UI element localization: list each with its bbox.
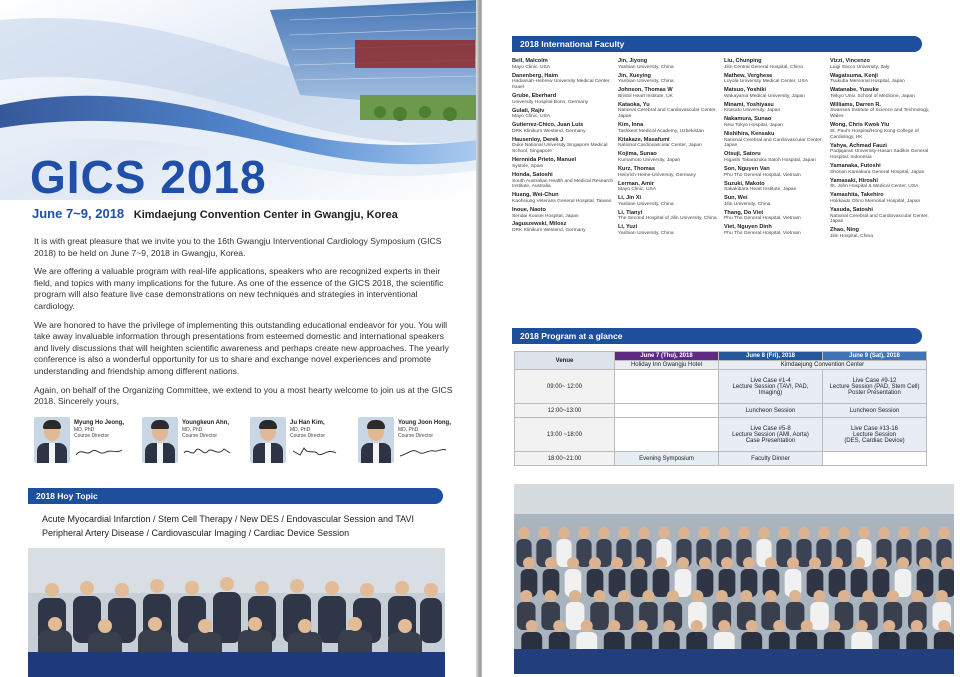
director-signature <box>74 445 124 459</box>
program-row <box>515 370 927 404</box>
faculty-entry <box>830 207 934 225</box>
faculty-name: Kim, Inna <box>618 122 644 129</box>
faculty-name: Watanabe, Yusuke <box>830 87 879 94</box>
faculty-column <box>724 58 828 239</box>
group-photo <box>514 484 954 674</box>
faculty-name: Matsuo, Yoshiki <box>724 87 767 94</box>
faculty-name: Suzuki, Makoto <box>724 180 765 187</box>
faculty-affiliation: Duke National University Singapore Medical School, Singapore <box>512 143 608 155</box>
faculty-entry <box>830 58 934 71</box>
day-header: June 7 (Thu), 2018 <box>615 352 719 361</box>
faculty-entry <box>830 73 934 86</box>
faculty-entry <box>830 87 934 100</box>
faculty-name: Yahya, Achmad Fauzi <box>830 142 887 149</box>
faculty-entry <box>724 116 828 129</box>
faculty-name: Wagatsuma, Kenji <box>830 72 878 79</box>
faculty-name: Son, Nguyen Van <box>724 165 770 172</box>
faculty-entry <box>618 58 722 71</box>
faculty-name: Bell, Malcolm <box>512 58 548 64</box>
faculty-entry <box>618 181 722 194</box>
welcome-paragraph: It is with great pleasure that we invite you to the 16th Gwangju Interventional Cardiology Symposium (GICS 2018) to be held on June 7~9, 2018 in Gwangju, Korea. <box>34 236 442 258</box>
faculty-affiliation: Swansea Institute of Science and Technology, Wales <box>830 108 930 120</box>
faculty-affiliation: Padjajaran University-Hasan Sadikin General Hospital, Indonesia <box>830 149 929 161</box>
faculty-entry <box>724 210 828 223</box>
faculty-affiliation: Teikyo Univ. School of Medicine, Japan <box>830 93 915 99</box>
event-logo: GICS 2018 <box>30 151 267 203</box>
course-director <box>250 417 350 467</box>
event-date-venue <box>32 206 398 221</box>
faculty-affiliation: Yanbian University, China <box>618 201 674 207</box>
faculty-affiliation: Sakakibara Heart Institute, Japan <box>724 187 797 193</box>
faculty-entry <box>512 73 616 91</box>
faculty-name: Liu, Chunping <box>724 58 762 64</box>
session-cell: Live Case #9-12 Lecture Session (PAD, Stem Cell) Poster Presentation <box>823 370 927 404</box>
faculty-affiliation: DRK Klinikum Westend, Germany <box>512 128 586 134</box>
faculty-entry <box>830 102 934 120</box>
faculty-entry <box>618 102 722 120</box>
faculty-affiliation: National Cerebral and Cardiovascular Center, Japan <box>618 108 717 120</box>
faculty-name: Yamanaka, Futoshi <box>830 163 881 170</box>
hero-artwork <box>0 0 478 150</box>
session-cell: Evening Symposium <box>615 452 719 466</box>
faculty-list <box>512 58 932 310</box>
faculty-affiliation: Kitasato University, Japan <box>724 108 781 114</box>
director-name: Ju Han Kim, <box>290 420 325 426</box>
time-cell: 18:00~21:00 <box>515 452 615 466</box>
faculty-name: Li, Jin Xi <box>618 195 642 202</box>
faculty-header: 2018 International Faculty <box>512 36 922 52</box>
left-page <box>0 0 478 677</box>
faculty-name: Zhao, Ning <box>830 227 859 234</box>
director-photo <box>34 417 70 463</box>
venue-day23: Kimdaejung Convention Center <box>719 361 927 370</box>
faculty-name: Yamasaki, Hiroshi <box>830 177 878 184</box>
director-photo <box>358 417 394 463</box>
course-directors <box>34 417 464 467</box>
session-cell <box>615 370 719 404</box>
session-cell: Faculty Dinner <box>719 452 823 466</box>
faculty-affiliation: Jilin University, China <box>724 201 771 207</box>
faculty-entry <box>830 122 934 140</box>
faculty-affiliation: University Hospital Bonn, Germany <box>512 99 589 105</box>
faculty-name: Inoue, Naoto <box>512 206 546 213</box>
faculty-name: Lerman, Amir <box>618 180 654 187</box>
faculty-entry <box>618 224 722 237</box>
faculty-entry <box>618 151 722 164</box>
faculty-entry <box>512 93 616 106</box>
faculty-entry <box>724 224 828 237</box>
director-role: Course Director <box>290 433 326 439</box>
faculty-name: Huang, Wei-Chun <box>512 192 559 199</box>
faculty-affiliation: St. Paul's Hospital/Hong Kong College of Cardiology, HK <box>830 128 919 140</box>
course-director <box>34 417 134 467</box>
faculty-name: Vizzi, Vincenzo <box>830 58 870 64</box>
faculty-affiliation: South Australian Health and Medical Research Institute, Australia <box>512 178 614 190</box>
event-venue: Kimdaejung Convention Center in Gwangju, Korea <box>133 209 398 221</box>
faculty-name: Minami, Yoshiyasu <box>724 101 774 108</box>
day-header: June 9 (Sat), 2018 <box>823 352 927 361</box>
faculty-affiliation: Jilin Central General Hospital, China <box>724 64 803 70</box>
welcome-paragraph: We are honored to have the privilege of implementing this outstanding educational endeavor for you. You will take away invaluable information through presentations from esteemed domestic and international speakers and lively discussions that will heighten scientific awareness and perhaps create new approaches. The yearly conference is also a wonderful opportunity for us to share and exchange novel experiences and promote understanding and friendship among different nations. <box>34 319 449 376</box>
session-cell: Luncheon Session <box>823 404 927 418</box>
hot-topic-line: Acute Myocardial Infarction / Stem Cell Therapy / New DES / Endovascular Session and TAVI <box>42 514 415 524</box>
faculty-affiliation: Tashkent Medical Academy, Uzbekistan <box>618 128 704 134</box>
time-cell: 12:00~13:00 <box>515 404 615 418</box>
faculty-entry <box>512 122 616 135</box>
program-header-row <box>515 352 927 361</box>
faculty-affiliation: DRK Klinikum Westend, Germany <box>512 228 586 234</box>
program-row <box>515 452 927 466</box>
faculty-entry <box>512 221 616 234</box>
faculty-entry <box>830 192 934 205</box>
director-signature <box>182 445 232 459</box>
faculty-affiliation: Shonan Kamakura General Hospital, Japan <box>830 169 925 175</box>
faculty-name: Li, Tianyi <box>618 209 643 216</box>
faculty-affiliation: New Tokyo Hospital, Japan <box>724 123 783 129</box>
faculty-entry <box>512 207 616 220</box>
faculty-name: Sun, Wei <box>724 195 748 202</box>
welcome-paragraph: We are offering a valuable program with real-life applications, speakers who are recognized experts in their field, and topics with many implications for the future. As one of the essence of the GICS 2018, the scientific program will also feature live case demonstrations on new techniques and strategies in interventional cardiology. <box>34 266 444 311</box>
faculty-name: Gutierrez-Chico, Juan Luis <box>512 122 584 129</box>
program-table <box>514 351 927 466</box>
director-role: Course Director <box>182 433 218 439</box>
faculty-entry <box>724 73 828 86</box>
faculty-entry <box>618 73 722 86</box>
director-name: Youngkeun Ahn, <box>182 420 229 426</box>
program-row <box>515 418 927 452</box>
event-date: June 7~9, 2018 <box>32 206 125 221</box>
session-cell: Live Case #1-4 Lecture Session (TAVI, PAD, Imaging) <box>719 370 823 404</box>
director-role: Course Director <box>74 433 110 439</box>
hot-topic-header: 2018 Hoy Topic <box>28 488 443 504</box>
faculty-affiliation: Kumamoto University, Japan <box>618 158 681 164</box>
time-cell: 13:00 ~18:00 <box>515 418 615 452</box>
faculty-name: Kitakaze, Masafumi <box>618 136 670 143</box>
faculty-entry <box>618 87 722 100</box>
faculty-name: Jin, Jiyong <box>618 58 648 64</box>
faculty-affiliation: National Cardiovascular Center, Japan <box>618 143 702 149</box>
faculty-entry <box>512 157 616 170</box>
faculty-entry <box>512 137 616 155</box>
group-photo-graphic <box>514 484 954 674</box>
faculty-entry <box>618 166 722 179</box>
faculty-name: Kurz, Thomas <box>618 165 655 172</box>
session-cell <box>615 418 719 452</box>
hot-topic-list <box>42 512 462 541</box>
faculty-entry <box>830 227 934 240</box>
faculty-name: Grube, Eberhard <box>512 93 557 100</box>
faculty-affiliation: The Second Hospital of Jilin University, China <box>618 216 717 222</box>
faculty-entry <box>830 163 934 176</box>
hot-topic-line: Peripheral Artery Disease / Cardiovascular Imaging / Cardiac Device Session <box>42 528 350 539</box>
day-header: June 8 (Fri), 2018 <box>719 352 823 361</box>
faculty-name: Gulati, Rajiv <box>512 107 545 114</box>
faculty-entry <box>724 58 828 71</box>
faculty-name: Jin, Xueying <box>618 72 651 79</box>
faculty-name: Thang, Do Viet <box>724 209 764 216</box>
faculty-entry <box>724 166 828 179</box>
session-cell: Live Case #5-8 Lecture Session (AMI, Aorta) Case Presentation <box>719 418 823 452</box>
faculty-entry <box>724 181 828 194</box>
faculty-entry <box>724 102 828 115</box>
faculty-affiliation: Mayo Clinic, USA <box>618 187 657 193</box>
session-cell: Live Case #13-16 Lecture Session (DES, Cardiac Device) <box>823 418 927 452</box>
faculty-name: Kojima, Sunao <box>618 151 657 158</box>
faculty-name: Yasuda, Satoshi <box>830 206 873 213</box>
faculty-name: Hausenloy, Derek J <box>512 136 564 143</box>
faculty-affiliation: National Cerebral and Cardiovascular Center, Japan <box>724 137 823 149</box>
faculty-affiliation: Phu Tho General Hospital, Vietnam <box>724 172 801 178</box>
time-cell: 09:00~ 12:00 <box>515 370 615 404</box>
session-cell: Luncheon Session <box>719 404 823 418</box>
faculty-entry <box>618 122 722 135</box>
right-page <box>482 0 960 677</box>
faculty-affiliation: Mayo Clinic, USA <box>512 64 551 70</box>
director-photo <box>142 417 178 463</box>
venue-day1: Holiday Inn Gwangju Hotel <box>615 361 719 370</box>
faculty-name: Williams, Darren R. <box>830 101 881 108</box>
faculty-name: Hernnida Prieto, Manuel <box>512 157 577 164</box>
director-degree: MD, PhD <box>182 427 203 433</box>
faculty-affiliation: Hokkaido Ohno Memorial Hospital, Japan <box>830 198 921 204</box>
faculty-affiliation: Wakayama Medical University, Japan <box>724 93 805 99</box>
director-photo <box>250 417 286 463</box>
faculty-entry <box>512 108 616 121</box>
faculty-entry <box>512 58 616 71</box>
faculty-affiliation: Yanbian University, China <box>618 230 674 236</box>
faculty-name: Mathew, Verghese <box>724 72 773 79</box>
director-signature <box>290 445 340 459</box>
faculty-affiliation: Phu Tho General Hospital, Vietnam <box>724 216 801 222</box>
faculty-name: Li, Yuzi <box>618 224 638 231</box>
faculty-affiliation: Luigi Sacco University, Italy <box>830 64 890 70</box>
faculty-affiliation: National Cerebral and Cardiovascular Center, Japan <box>830 213 929 225</box>
director-signature <box>398 445 448 459</box>
program-header: 2018 Program at a glance <box>512 328 922 344</box>
director-degree: MD, PhD <box>398 427 419 433</box>
faculty-affiliation: Sendai Kousei Hospital, Japan <box>512 213 579 219</box>
faculty-entry <box>618 195 722 208</box>
faculty-affiliation: Heinrich-Heine-University, Germany <box>618 172 696 178</box>
faculty-name: Danenberg, Haim <box>512 72 559 79</box>
faculty-affiliation: Hadassah-Hebrew University Medical Center, Israel <box>512 79 611 91</box>
faculty-name: Yamashita, Takehiro <box>830 192 884 199</box>
venue-label: Venue <box>515 352 615 370</box>
faculty-name: Wong, Chris Kwok Yiu <box>830 122 890 129</box>
faculty-affiliation: Loyola University Medical Center, USA <box>724 79 808 85</box>
director-degree: MD, PhD <box>74 427 95 433</box>
faculty-name: Nishihira, Kensaku <box>724 130 775 137</box>
faculty-name: Jaguszewski, Milosz <box>512 221 567 228</box>
faculty-name: Nakamura, Sunao <box>724 116 772 123</box>
faculty-entry <box>830 143 934 161</box>
faculty-affiliation: Systole, Spain <box>512 163 544 169</box>
faculty-entry <box>512 192 616 205</box>
faculty-affiliation: Jilin Hospital, China <box>830 233 873 239</box>
faculty-entry <box>724 87 828 100</box>
faculty-column <box>618 58 722 239</box>
faculty-affiliation: Phu Tho General Hospital, Vietnam <box>724 230 801 236</box>
director-name: Young Joon Hong, <box>398 420 451 426</box>
faculty-entry <box>724 195 828 208</box>
course-director <box>358 417 458 467</box>
faculty-entry <box>618 137 722 150</box>
faculty-entry <box>724 151 828 164</box>
faculty-affiliation: Tsukuba Memorial Hospital, Japan <box>830 79 905 85</box>
faculty-name: Kataoka, Yu <box>618 101 650 108</box>
faculty-affiliation: Yanbian University, China <box>618 64 674 70</box>
faculty-name: Johnson, Thomas W <box>618 87 673 94</box>
faculty-entry <box>830 178 934 191</box>
faculty-name: Otsuji, Satoru <box>724 151 761 158</box>
panel-photo-graphic <box>28 548 445 677</box>
faculty-column <box>830 58 934 242</box>
faculty-affiliation: Kaohsiung Veterans General Hospital, Taiwan <box>512 198 612 204</box>
faculty-entry <box>512 172 616 190</box>
session-cell <box>823 452 927 466</box>
course-director <box>142 417 242 467</box>
welcome-paragraph: Again, on behalf of the Organizing Committee, we extend to you a most hearty welcome to join us at the GICS 2018. Sincerely yours, <box>34 384 453 407</box>
faculty-affiliation: Yanbian University, China <box>618 79 674 85</box>
session-cell <box>615 404 719 418</box>
director-degree: MD, PhD <box>290 427 311 433</box>
faculty-affiliation: Bristol Heart Institute, UK <box>618 93 673 99</box>
faculty-affiliation: St. John Hospital & Medical Center, USA <box>830 184 919 190</box>
faculty-entry <box>724 131 828 149</box>
faculty-entry <box>618 210 722 223</box>
faculty-affiliation: Mayo Clinic, USA <box>512 114 551 120</box>
director-name: Myung Ho Jeong, <box>74 420 124 426</box>
faculty-column <box>512 58 616 236</box>
faculty-name: Viet, Nguyen Dinh <box>724 224 772 231</box>
faculty-affiliation: Higashi Takarazuka Satoh Hospital, Japan <box>724 158 816 164</box>
welcome-letter <box>34 236 454 415</box>
panel-discussion-photo <box>28 548 445 677</box>
director-role: Course Director <box>398 433 434 439</box>
program-row <box>515 404 927 418</box>
faculty-name: Honda, Satoshi <box>512 171 553 178</box>
